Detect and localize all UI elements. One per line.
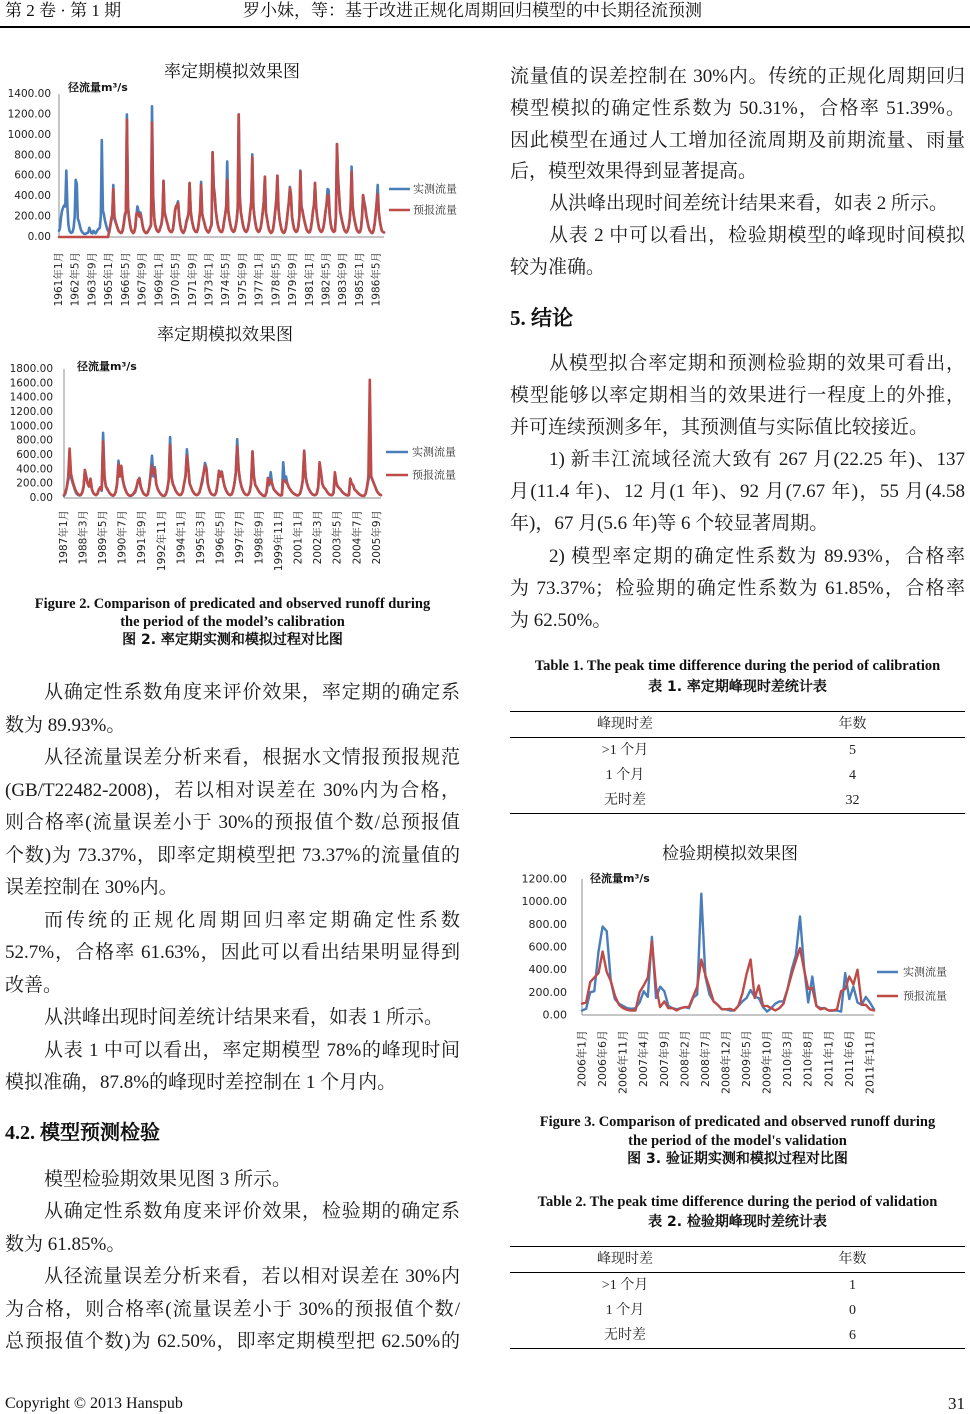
table-row bbox=[510, 738, 965, 763]
text-line: 为 62.50%。 bbox=[510, 609, 612, 631]
caption-cn-line: 图 2. 率定期实测和模拟过程对比图 bbox=[122, 632, 343, 648]
right-body-text-2 bbox=[510, 348, 965, 637]
text-line: 为合格，则合格率(流量误差小于 30%的预报值个数/ bbox=[5, 1298, 460, 1320]
text-line: 年)，67 月(5.6 年)等 6 个较显著周期。 bbox=[510, 513, 829, 535]
caption-cn-line: 表 2. 检验期峰现时差统计表 bbox=[648, 1214, 827, 1230]
caption-en-line: the period of the model’s calibration bbox=[120, 614, 345, 630]
paragraph bbox=[5, 1035, 460, 1100]
y-axis-label: 径流量m³/s bbox=[68, 81, 128, 94]
x-tick-label: 1965年1月 bbox=[103, 252, 116, 307]
x-tick-label: 1996年5月 bbox=[214, 510, 227, 565]
x-tick-label: 2002年3月 bbox=[312, 510, 325, 565]
y-tick-label: 400.00 bbox=[16, 463, 53, 476]
legend-label-predicted: 预报流量 bbox=[412, 468, 456, 482]
header-rule bbox=[0, 26, 970, 28]
x-tick-label: 1997年7月 bbox=[234, 510, 246, 565]
text-line: 数为 89.93%。 bbox=[5, 714, 126, 736]
text-line: 从模型拟合率定期和预测检验期的效果可看出， bbox=[549, 353, 965, 374]
x-tick-label: 2008年2月 bbox=[678, 1030, 692, 1087]
text-line: 月(11.4 年)、12 月(1 年)、92 月(7.67 年)，55 月(4.58 bbox=[510, 481, 965, 503]
caption-en-line: Table 2. The peak time difference during the period of validation bbox=[537, 1194, 938, 1210]
x-tick-label: 1983年9月 bbox=[337, 252, 350, 307]
x-tick-label: 1990年7月 bbox=[116, 510, 129, 565]
legend-label-observed: 实测流量 bbox=[413, 182, 457, 196]
text-line: 较为准确。 bbox=[510, 256, 606, 278]
caption-en-line: Table 1. The peak time difference during the period of calibration bbox=[534, 658, 941, 674]
y-tick-label: 600.00 bbox=[14, 169, 51, 182]
text-line: 模型能够以率定期相当的效果进行一程度上的外推， bbox=[510, 385, 965, 407]
text-line: (GB/T22482-2008)，若以相对误差在 30%内为合格， bbox=[5, 779, 460, 801]
legend-label-observed: 实测流量 bbox=[412, 445, 456, 459]
x-tick-label: 2007年9月 bbox=[657, 1030, 671, 1087]
paragraph bbox=[5, 1002, 460, 1035]
table-header-row bbox=[510, 712, 965, 738]
series-line-predicted bbox=[59, 114, 384, 237]
caption-cn-line: 图 3. 验证期实测和模拟过程对比图 bbox=[627, 1151, 848, 1167]
text-line: 数为 61.85%。 bbox=[5, 1233, 126, 1255]
validation-chart bbox=[490, 835, 970, 1100]
x-tick-label: 1962年5月 bbox=[69, 252, 82, 307]
x-tick-label: 2006年1月 bbox=[575, 1030, 589, 1087]
text-line: 从径流量误差分析来看，根据水文情报预报规范 bbox=[44, 747, 460, 768]
y-tick-label: 1000.00 bbox=[521, 895, 567, 909]
paragraph bbox=[510, 220, 965, 284]
text-line: 后，模型效果得到显著提高。 bbox=[510, 161, 758, 183]
y-tick-label: 600.00 bbox=[528, 940, 567, 954]
page-number: 31 bbox=[948, 1394, 965, 1413]
table-row bbox=[510, 1273, 965, 1298]
figure-2-caption bbox=[5, 595, 460, 649]
right-body-text-1 bbox=[510, 61, 965, 284]
x-tick-label: 1987年1月 bbox=[58, 510, 70, 565]
x-tick-label: 2001年1月 bbox=[292, 510, 305, 565]
x-tick-label: 1977年1月 bbox=[253, 252, 266, 307]
table-cell: 1 个月 bbox=[605, 768, 645, 783]
x-tick-label: 1970年5月 bbox=[170, 252, 182, 307]
table-cell: >1 个月 bbox=[601, 743, 649, 758]
x-tick-label: 1988年3月 bbox=[77, 510, 90, 565]
y-tick-label: 800.00 bbox=[528, 917, 567, 931]
y-tick-label: 1400.00 bbox=[7, 88, 51, 100]
y-tick-label: 400.00 bbox=[528, 963, 567, 977]
text-line: 而传统的正规化周期回归率定期确定性系数 bbox=[44, 909, 460, 931]
caption-en-line: Figure 3. Comparison of predicated and observed runoff during bbox=[539, 1114, 936, 1130]
text-line: 1) 新丰江流域径流大致有 267 月(22.25 年)、137 bbox=[549, 449, 965, 471]
caption-en-line: the period of the model's validation bbox=[628, 1132, 847, 1149]
text-line: 52.7%，合格率 61.63%，因此可以看出结果明显得到 bbox=[5, 942, 460, 963]
x-tick-label: 1978年5月 bbox=[270, 252, 283, 307]
x-tick-label: 1975年9月 bbox=[236, 252, 249, 307]
x-tick-label: 1994年1月 bbox=[175, 510, 188, 565]
left-body-text-2 bbox=[5, 1164, 460, 1358]
paragraph bbox=[510, 61, 965, 188]
calibration-chart-2 bbox=[0, 315, 480, 580]
x-tick-label: 1991年9月 bbox=[136, 510, 149, 565]
y-tick-label: 200.00 bbox=[528, 985, 567, 999]
x-tick-label: 1974年5月 bbox=[220, 252, 233, 307]
text-line: 2) 模型率定期的确定性系数为 89.93%，合格率 bbox=[549, 545, 965, 567]
text-line: 并可连续预测多年，其预测值与实际值比较接近。 bbox=[510, 417, 929, 439]
x-tick-label: 2011年6月 bbox=[842, 1030, 856, 1087]
x-tick-label: 1985年1月 bbox=[354, 252, 366, 307]
x-tick-label: 2004年7月 bbox=[351, 510, 364, 565]
section-heading-5: 5. 结论 bbox=[510, 306, 573, 330]
y-tick-label: 1200.00 bbox=[7, 108, 51, 121]
table-1 bbox=[510, 711, 965, 814]
x-tick-label: 1989年5月 bbox=[97, 510, 110, 565]
column-header: 年数 bbox=[838, 1252, 867, 1267]
x-tick-label: 2008年12月 bbox=[719, 1030, 733, 1094]
text-line: 从洪峰出现时间差统计结果来看，如表 1 所示。 bbox=[44, 1007, 444, 1028]
text-line: 从表 2 中可以看出，检验期模型的峰现时间模拟 bbox=[549, 224, 965, 246]
caption-cn-line: 表 1. 率定期峰现时差统计表 bbox=[648, 679, 827, 695]
x-tick-label: 2006年6月 bbox=[596, 1030, 610, 1087]
y-tick-label: 1800.00 bbox=[9, 363, 53, 375]
copyright-notice: Copyright © 2013 Hanspub bbox=[5, 1395, 183, 1412]
x-tick-label: 1992年11月 bbox=[155, 510, 168, 572]
x-tick-label: 2010年8月 bbox=[801, 1030, 815, 1087]
paragraph bbox=[510, 541, 965, 637]
paragraph bbox=[510, 188, 965, 220]
paragraph bbox=[5, 1261, 460, 1358]
text-line: 从确定性系数角度来评价效果，检验期的确定系 bbox=[44, 1201, 460, 1223]
table-cell: 1 bbox=[849, 1278, 856, 1293]
text-line: 流量值的误差控制在 30%内。传统的正规化周期回归 bbox=[510, 66, 965, 87]
text-line: 因此模型在通过人工增加径流周期及前期流量、雨量 bbox=[510, 129, 965, 151]
x-tick-label: 1967年9月 bbox=[136, 252, 149, 307]
x-tick-label: 2010年3月 bbox=[781, 1030, 795, 1087]
x-tick-label: 1973年1月 bbox=[203, 252, 216, 307]
x-tick-label: 1998年9月 bbox=[253, 510, 266, 565]
y-tick-label: 1200.00 bbox=[9, 406, 53, 418]
text-line: 从确定性系数角度来评价效果，率定期的确定系 bbox=[44, 682, 460, 703]
text-line: 从表 1 中可以看出，率定期模型 78%的峰现时间 bbox=[44, 1039, 460, 1061]
y-tick-label: 0.00 bbox=[542, 1008, 567, 1022]
calibration-chart-1 bbox=[0, 45, 480, 315]
text-line: 则合格率(流量误差小于 30%的预报值个数/总预报值 bbox=[5, 812, 460, 833]
x-tick-label: 1961年1月 bbox=[53, 252, 65, 307]
text-line: 模型检验期效果见图 3 所示。 bbox=[44, 1169, 292, 1190]
table-header-row bbox=[510, 1247, 965, 1273]
table-cell: 1 个月 bbox=[605, 1303, 645, 1318]
column-header: 年数 bbox=[838, 717, 867, 732]
paragraph bbox=[5, 905, 460, 1003]
paragraph bbox=[5, 677, 460, 742]
text-line: 个数)为 73.37%，即率定期模型把 73.37%的流量值的 bbox=[5, 844, 460, 866]
x-tick-label: 2011年1月 bbox=[822, 1030, 836, 1087]
table-2-caption bbox=[510, 1192, 965, 1232]
y-tick-label: 1200.00 bbox=[521, 872, 567, 886]
y-tick-label: 800.00 bbox=[14, 149, 51, 162]
chart-title: 率定期模拟效果图 bbox=[157, 325, 293, 345]
y-tick-label: 1600.00 bbox=[9, 377, 53, 390]
y-tick-label: 800.00 bbox=[16, 434, 53, 447]
x-tick-label: 1971年9月 bbox=[186, 252, 199, 307]
x-tick-label: 2008年7月 bbox=[698, 1030, 712, 1087]
legend-label-observed: 实测流量 bbox=[903, 965, 947, 979]
table-row bbox=[510, 1298, 965, 1323]
chart-title: 率定期模拟效果图 bbox=[164, 62, 300, 82]
x-tick-label: 1963年9月 bbox=[86, 252, 99, 307]
x-tick-label: 1969年1月 bbox=[153, 252, 166, 307]
table-row bbox=[510, 763, 965, 788]
text-line: 从洪峰出现时间差统计结果来看，如表 2 所示。 bbox=[549, 193, 949, 215]
table-cell: 无时差 bbox=[604, 793, 646, 808]
x-tick-label: 2009年10月 bbox=[760, 1030, 774, 1094]
table-cell: 0 bbox=[849, 1303, 856, 1318]
chart-title: 检验期模拟效果图 bbox=[662, 844, 798, 864]
text-line: 总预报值个数)为 62.50%，即率定期模型把 62.50%的 bbox=[5, 1330, 460, 1352]
table-row bbox=[510, 1323, 965, 1348]
text-line: 模拟准确，87.8%的峰现时差控制在 1 个月内。 bbox=[5, 1072, 397, 1093]
table-1-caption bbox=[510, 656, 965, 698]
column-header: 峰现时差 bbox=[597, 717, 653, 732]
table-cell: 4 bbox=[849, 768, 856, 783]
x-tick-label: 2005年9月 bbox=[370, 510, 383, 565]
y-tick-label: 0.00 bbox=[29, 492, 53, 504]
y-tick-label: 200.00 bbox=[16, 477, 53, 490]
legend-label-predicted: 预报流量 bbox=[413, 203, 457, 217]
section-heading-4-2: 4.2. 模型预测检验 bbox=[5, 1122, 160, 1144]
left-body-text-1 bbox=[5, 677, 460, 1100]
x-tick-label: 1982年5月 bbox=[320, 252, 333, 307]
paragraph bbox=[5, 1196, 460, 1261]
y-tick-label: 1400.00 bbox=[9, 391, 53, 404]
text-line: 改善。 bbox=[5, 974, 63, 996]
table-cell: 6 bbox=[849, 1328, 856, 1343]
figure-3-caption bbox=[510, 1113, 965, 1169]
y-tick-label: 400.00 bbox=[14, 190, 51, 203]
table-row bbox=[510, 788, 965, 813]
caption-en-line: Figure 2. Comparison of predicated and observed runoff during bbox=[34, 596, 431, 612]
y-tick-label: 600.00 bbox=[16, 449, 53, 461]
table-cell: >1 个月 bbox=[601, 1278, 649, 1293]
x-tick-label: 2009年5月 bbox=[740, 1030, 753, 1087]
x-tick-label: 1966年5月 bbox=[119, 252, 132, 307]
x-tick-label: 2003年5月 bbox=[331, 510, 344, 565]
text-line: 误差控制在 30%内。 bbox=[5, 877, 178, 898]
paragraph bbox=[510, 444, 965, 540]
x-tick-label: 1999年11月 bbox=[273, 510, 286, 572]
paragraph bbox=[510, 348, 965, 444]
paragraph bbox=[5, 1164, 460, 1196]
table-cell: 5 bbox=[849, 743, 856, 758]
y-tick-label: 1000.00 bbox=[7, 128, 51, 141]
paragraph bbox=[5, 742, 460, 905]
y-axis-label: 径流量m³/s bbox=[77, 360, 137, 373]
text-line: 从径流量误差分析来看，若以相对误差在 30%内 bbox=[44, 1266, 460, 1288]
column-header: 峰现时差 bbox=[597, 1252, 653, 1267]
table-cell: 32 bbox=[845, 793, 860, 808]
series-line-predicted bbox=[64, 380, 381, 496]
x-tick-label: 2007年4月 bbox=[637, 1030, 651, 1087]
y-axis-label: 径流量m³/s bbox=[590, 872, 650, 885]
series-line-predicted bbox=[582, 941, 874, 1010]
journal-issue: 第 2 卷 · 第 1 期 bbox=[5, 1, 122, 20]
x-tick-label: 1979年9月 bbox=[287, 252, 300, 307]
x-tick-label: 2011年11月 bbox=[863, 1030, 877, 1094]
x-tick-label: 1995年3月 bbox=[194, 510, 207, 565]
table-2 bbox=[510, 1246, 965, 1349]
table-cell: 无时差 bbox=[604, 1328, 646, 1343]
legend-label-predicted: 预报流量 bbox=[903, 989, 947, 1003]
running-title: 罗小妹，等：基于改进正规化周期回归模型的中长期径流预测 bbox=[243, 1, 702, 20]
y-tick-label: 1000.00 bbox=[9, 420, 53, 433]
series-line-observed bbox=[582, 894, 874, 1012]
x-tick-label: 1981年1月 bbox=[303, 252, 316, 307]
x-tick-label: 2006年11月 bbox=[616, 1030, 630, 1094]
y-tick-label: 0.00 bbox=[27, 231, 51, 243]
text-line: 为 73.37%；检验期的确定性系数为 61.85%，合格率 bbox=[510, 577, 965, 599]
x-tick-label: 1986年5月 bbox=[370, 252, 383, 307]
text-line: 模型模拟的确定性系数为 50.31%，合格率 51.39%。 bbox=[510, 97, 965, 119]
y-tick-label: 200.00 bbox=[14, 210, 51, 223]
